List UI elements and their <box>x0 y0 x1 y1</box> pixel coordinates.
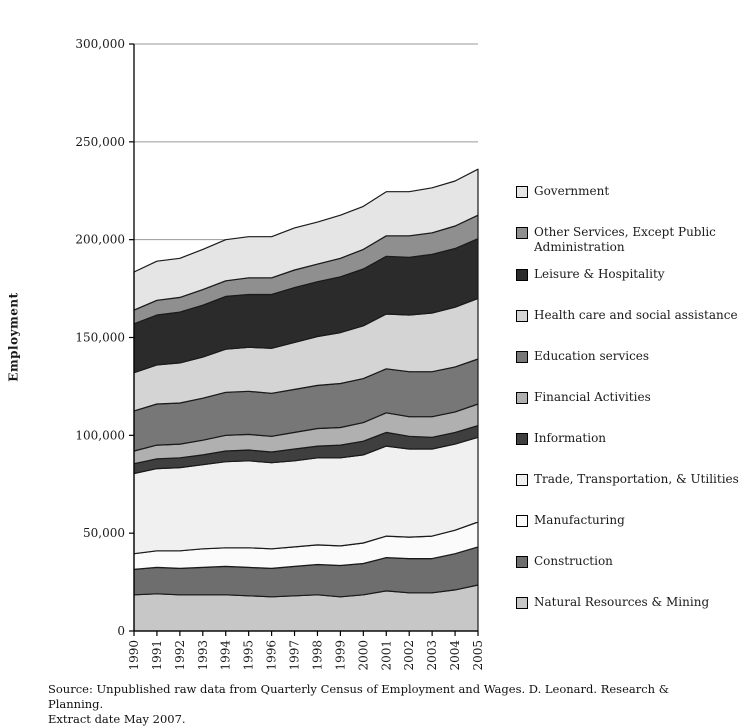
legend-label-natural-resources-mining: Natural Resources & Mining <box>534 595 710 609</box>
x-tick-label: 1991 <box>149 640 164 671</box>
legend-swatch-education-services <box>516 351 528 363</box>
legend-label-construction: Construction <box>534 554 613 568</box>
y-axis-title-text: Employment <box>7 292 21 382</box>
legend-item-education-services <box>516 349 754 364</box>
y-tick-label: 50,000 <box>83 526 125 541</box>
source-line-1: Source: Unpublished raw data from Quarterly Census of Employment and Wages. D. Leonard. Research & Planning. <box>48 682 669 711</box>
legend-swatch-government <box>516 186 528 198</box>
legend-item-construction <box>516 554 754 569</box>
legend-label-health-care-and-social-assistance: Health care and social assistance <box>534 308 738 322</box>
x-tick-label: 1998 <box>310 640 325 671</box>
legend-label-leisure-hospitality: Leisure & Hospitality <box>534 267 665 281</box>
legend-swatch-trade-transportation-utilities <box>516 474 528 486</box>
legend-swatch-leisure-hospitality <box>516 269 528 281</box>
legend-label-information: Information <box>534 431 607 445</box>
legend-item-leisure-hospitality <box>516 267 754 282</box>
legend-swatch-natural-resources-mining <box>516 597 528 609</box>
y-tick-label: 250,000 <box>75 134 125 149</box>
x-tick-label: 2000 <box>356 640 371 671</box>
y-tick-label: 100,000 <box>75 428 125 443</box>
x-tick-label: 2001 <box>379 640 394 671</box>
x-tick-label: 1999 <box>333 640 348 671</box>
legend-item-manufacturing <box>516 513 754 528</box>
legend-swatch-other-services-except-public-administration <box>516 227 528 239</box>
legend-swatch-construction <box>516 556 528 568</box>
x-tick-label: 2003 <box>425 640 440 671</box>
x-tick-label: 1993 <box>195 640 210 671</box>
legend-label-financial-activities: Financial Activities <box>534 390 651 404</box>
legend-swatch-information <box>516 433 528 445</box>
x-tick-label: 1995 <box>241 640 256 671</box>
legend-item-other-services-except-public-administration <box>516 225 754 255</box>
y-tick-label: 150,000 <box>75 330 125 345</box>
legend-item-financial-activities <box>516 390 754 405</box>
y-tick-label: 0 <box>117 624 125 638</box>
source-note <box>48 682 708 727</box>
x-tick-label: 2002 <box>402 640 417 671</box>
x-tick-label: 2004 <box>448 640 463 671</box>
chart-legend <box>516 184 754 636</box>
x-tick-label: 1996 <box>264 640 279 671</box>
legend-item-natural-resources-mining <box>516 595 754 610</box>
legend-item-health-care-and-social-assistance <box>516 308 754 323</box>
x-tick-label: 1990 <box>127 640 141 671</box>
legend-label-other-services-except-public-administration: Other Services, Except Public Administration <box>534 225 716 254</box>
x-tick-label: 2005 <box>471 640 485 671</box>
x-tick-label: 1994 <box>218 640 233 671</box>
legend-swatch-health-care-and-social-assistance <box>516 310 528 322</box>
legend-item-government <box>516 184 754 199</box>
x-tick-label: 1997 <box>287 640 302 671</box>
legend-label-manufacturing: Manufacturing <box>534 513 625 527</box>
legend-label-government: Government <box>534 184 610 198</box>
legend-label-trade-transportation-utilities: Trade, Transportation, & Utilities <box>534 472 739 486</box>
legend-item-information <box>516 431 754 446</box>
legend-item-trade-transportation-utilities <box>516 472 754 487</box>
legend-label-education-services: Education services <box>534 349 650 363</box>
x-tick-label: 1992 <box>172 640 187 671</box>
legend-swatch-financial-activities <box>516 392 528 404</box>
y-tick-label: 200,000 <box>75 232 125 247</box>
y-tick-label: 300,000 <box>75 37 125 51</box>
source-line-2: Extract date May 2007. <box>48 712 186 726</box>
legend-swatch-manufacturing <box>516 515 528 527</box>
